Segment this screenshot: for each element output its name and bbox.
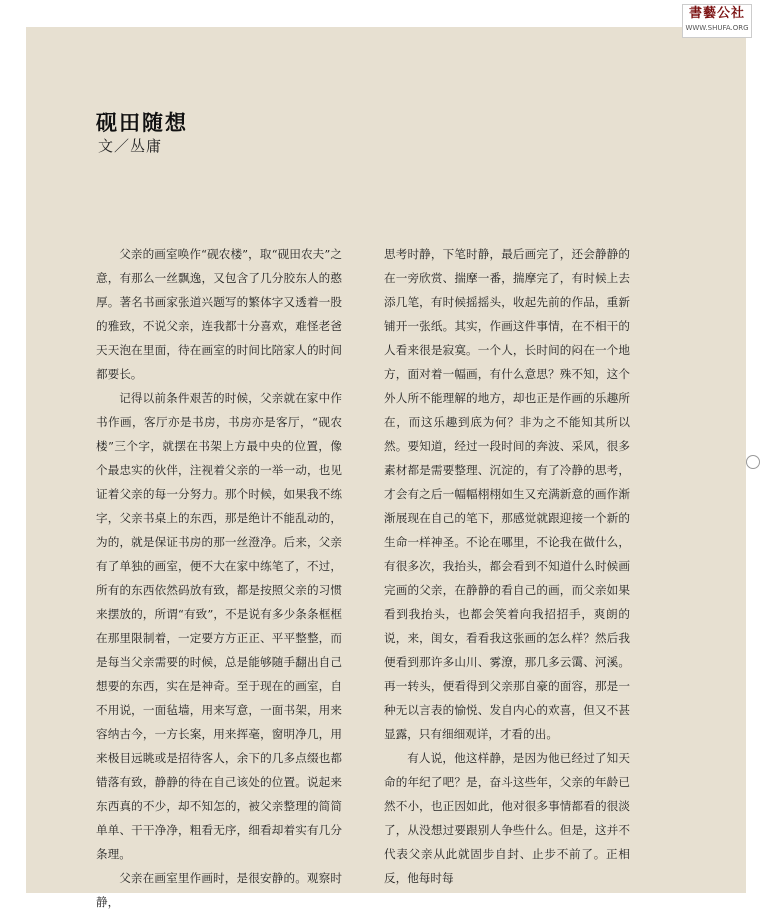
paragraph: 父亲在画室里作画时，是很安静的。观察时静，: [96, 871, 342, 909]
watermark-title: 書藝公社: [688, 6, 745, 21]
paragraph: 记得以前条件艰苦的时候，父亲就在家中作书作画，客厅亦是书房，书房亦是客厅，“砚农楼”三个字，就摆在书架上方最中央的位置，像个最忠实的伙伴，注视着父亲的一举一动，也见证着父亲的每一分努力。那个时候，如果我不练字，父亲书桌上的东西，那是绝计不能乱动的，为的，就是保证书房的那一丝澄净。后来，父亲有了单独的画室，便不大在家中练笔了，不过，所有的东西依然码放有致，都是按照父亲的习惯来摆放的，所谓“有致”，不是说有多少条条框框在那里限制着，一定要方方正正、平平整整，而是每当父亲需要的时候，总是能够随手翻出自己想要的东西，实在是神奇。至于现在的画室，自不用说，一面毡墙，用来写意，一面书架，用来容纳古今，一方长案，用来挥毫，窗明净几，用来极目远眺或是招待客人，余下的几多点缀也都错落有致，静静的待在自己该处的位置。说起来东西真的不少，却不知怎的，被父亲整理的简简单单、干干净净，粗看无序，细看却着实有几分条理。: [96, 391, 342, 861]
article-title: 砚田随想: [96, 110, 188, 135]
article-right-column: [384, 242, 630, 890]
watermark-url: WWW.SHUFA.ORG: [685, 24, 749, 32]
paragraph: 父亲的画室唤作“砚农楼”，取“砚田农夫”之意，有那么一丝飘逸，又包含了几分胶东人的憨厚。著名书画家张道兴题写的繁体字又透着一股的雅致，不说父亲，连我都十分喜欢，难怪老爸天天泡在里面，待在画室的时间比陪家人的时间都要长。: [96, 247, 342, 381]
paragraph: 思考时静，下笔时静，最后画完了，还会静静的在一旁欣赏、揣摩一番，揣摩完了，有时候上去添几笔，有时候摇摇头，收起先前的作品，重新铺开一张纸。其实，作画这件事情，在不相干的人看来很是寂寞。一个人，长时间的闷在一个地方，面对着一幅画，有什么意思？殊不知，这个外人所不能理解的地方，却也正是作画的乐趣所在，而这乐趣到底为何？非为之不能知其所以然。要知道，经过一段时间的奔波、采风，很多素材都是需要整理、沉淀的，有了冷静的思考，才会有之后一幅幅栩栩如生又充满新意的画作渐渐展现在自己的笔下，那感觉就跟迎接一个新的生命一样神圣。不论在哪里，不论我在做什么，有很多次，我抬头，都会看到不知道什么时候画完画的父亲，在静静的看自己的画，而父亲如果看到我抬头，也都会笑着向我招招手，爽朗的说，来，闺女，看看我这张画的怎么样？然后我便看到那许多山川、雾潦，那几多云霭、河溪。再一转头，便看得到父亲那自豪的面容，那是一种无以言表的愉悦、发自内心的欢喜，但又不甚显露，只有细细观详，才看的出。: [384, 247, 630, 741]
article-left-column: [96, 242, 342, 914]
article-byline: 文／丛庸: [98, 137, 163, 155]
registration-mark-icon: [746, 455, 760, 469]
site-watermark-logo: [682, 4, 752, 38]
paragraph: 有人说，他这样静，是因为他已经过了知天命的年纪了吧？是，奋斗这些年，父亲的年龄已然不小，也正因如此，他对很多事情都看的很淡了，从没想过要跟别人争些什么。但是，这并不代表父亲从此就固步自封、止步不前了。正相反，他每时每: [384, 751, 630, 885]
